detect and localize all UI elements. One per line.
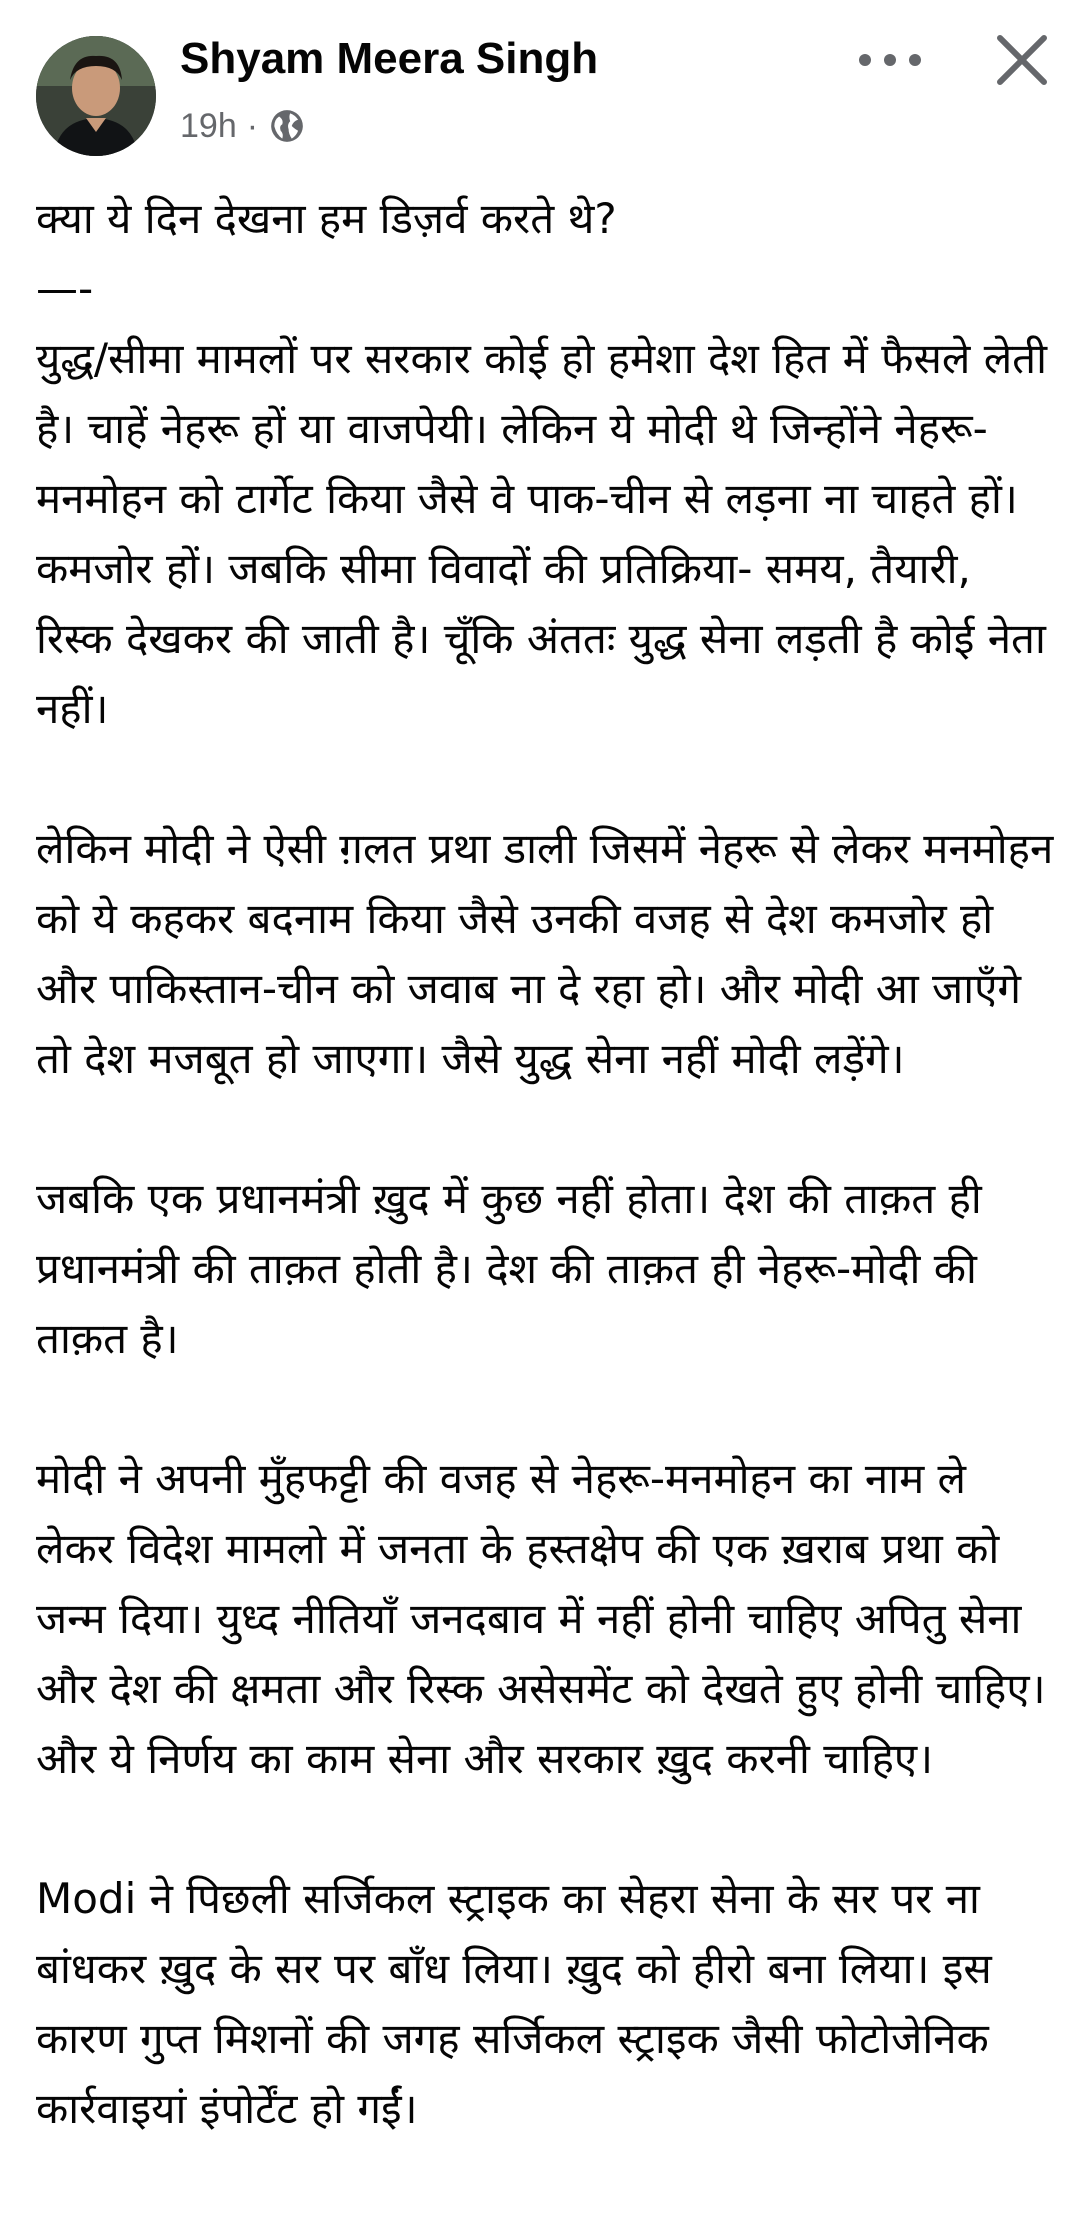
avatar[interactable] <box>36 36 156 156</box>
post-paragraph: जबकि एक प्रधानमंत्री ख़ुद में कुछ नहीं होता। देश की ताक़त ही प्रधानमंत्री की ताक़त होती है। देश की ताक़त ही नेहरू-मोदी की ताक़त है। <box>36 1174 982 1363</box>
post-paragraph: Modi ने पिछली सर्जिकल स्ट्राइक का सेहरा सेना के सर पर ना बांधकर ख़ुद के सर पर बाँध लिया। ख़ुद को हीरो बना लिया। इस कारण गुप्त मिशनों की जगह सर्जिकल स्ट्राइक जैसी फोटोजेनिक कार्रवाइयां इंपोर्टेंट हो गईं। <box>36 1874 992 2133</box>
post-divider: —- <box>36 264 94 313</box>
close-button[interactable] <box>990 28 1054 92</box>
post-paragraph: लेकिन मोदी ने ऐसी ग़लत प्रथा डाली जिसमें नेहरू से लेकर मनमोहन को ये कहकर बदनाम किया जैसे उनकी वजह से देश कमजोर हो और पाकिस्तान-चीन को जवाब ना दे रहा हो। और मोदी आ जाएँगे तो देश मजबूत हो जाएगा। जैसे युद्ध सेना नहीं मोदी लड़ेंगे। <box>36 824 1054 1083</box>
post-header <box>0 0 1080 160</box>
author-name[interactable]: Shyam Meera Singh <box>180 34 599 83</box>
avatar-photo <box>36 36 156 156</box>
post-question: क्या ये दिन देखना हम डिज़र्व करते थे? <box>36 194 617 243</box>
post-paragraph: मोदी ने अपनी मुँहफट्टी की वजह से नेहरू-मनमोहन का नाम ले लेकर विदेश मामलो में जनता के हस्तक्षेप की एक ख़राब प्रथा को जन्म दिया। युध्द नीतियाँ जनदबाव में नहीं होनी चाहिए अपितु सेना और देश की क्षमता और रिस्क असेसमेंट को देखते हुए होनी चाहिए। और ये निर्णय का काम सेना और सरकार ख़ुद करनी चाहिए। <box>36 1454 1046 1783</box>
post-paragraph: युद्ध/सीमा मामलों पर सरकार कोई हो हमेशा देश हित में फैसले लेती है। चाहें नेहरू हों या वाजपेयी। लेकिन ये मोदी थे जिन्होंने नेहरू-मनमोहन को टार्गेट किया जैसे वे पाक-चीन से लड़ना ना चाहते हों। कमजोर हों। जबकि सीमा विवादों की प्रतिक्रिया- समय, तैयारी, रिस्क देखकर की जाती है। चूँकि अंततः युद्ध सेना लड़ती है कोई नेता नहीं। <box>36 334 1048 733</box>
globe-icon <box>268 107 306 145</box>
post-time[interactable]: 19h <box>180 106 237 145</box>
more-horizontal-icon <box>855 50 925 70</box>
post-body <box>36 184 1056 2214</box>
more-options-button[interactable] <box>850 30 930 90</box>
post-meta <box>180 104 306 148</box>
meta-separator: · <box>246 106 259 145</box>
close-icon <box>990 28 1054 92</box>
